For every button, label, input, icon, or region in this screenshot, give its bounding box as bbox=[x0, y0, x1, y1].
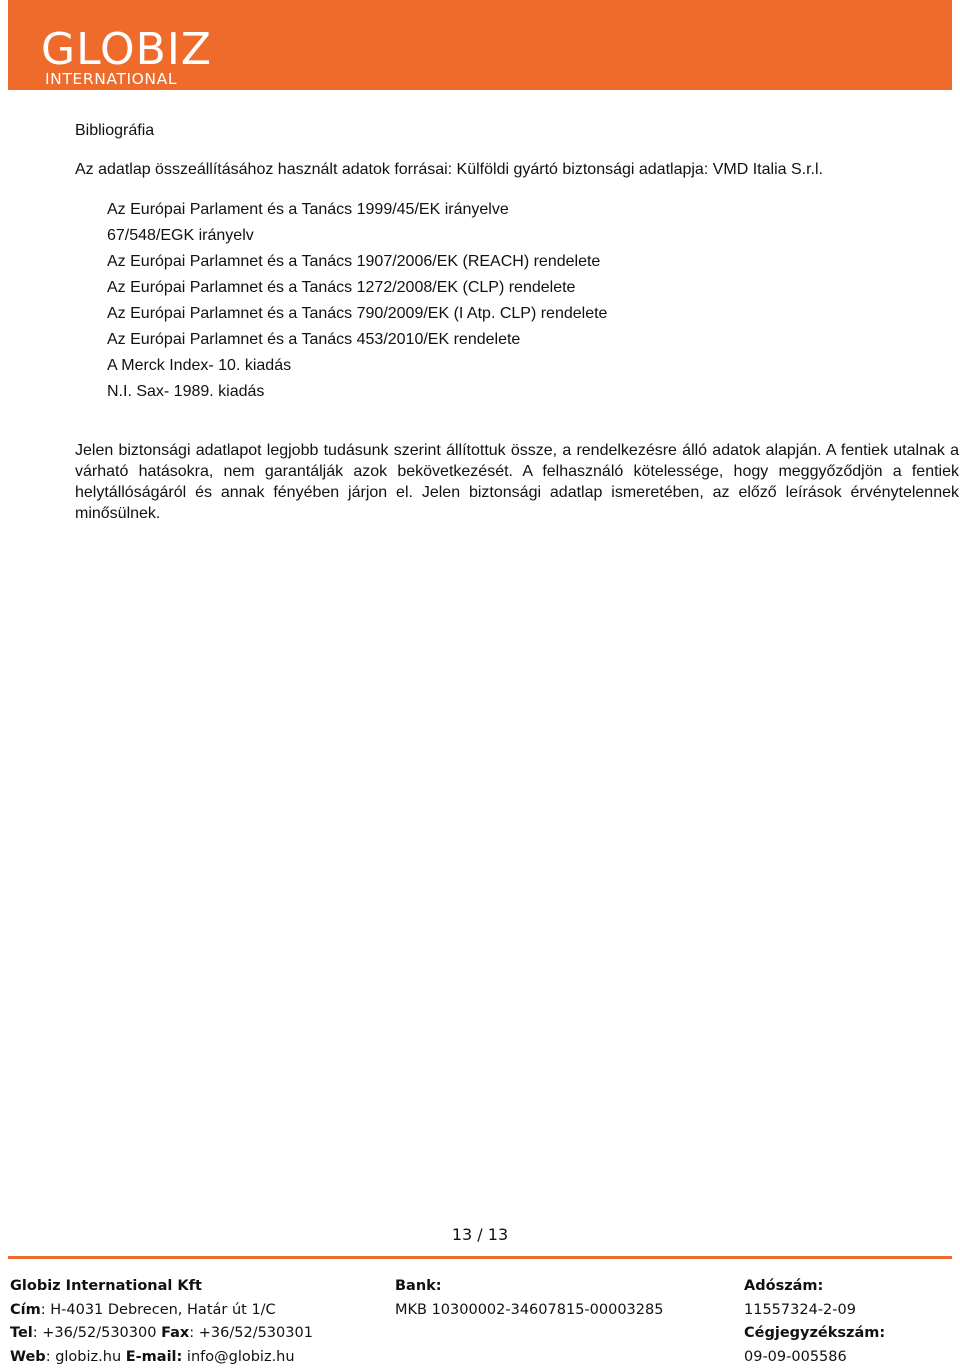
logo-wordmark: GLOBIZ bbox=[41, 24, 212, 75]
address-value: : H-4031 Debrecen, Határ út 1/C bbox=[40, 1301, 276, 1318]
tel-value: : +36/52/530300 bbox=[32, 1325, 157, 1341]
company-name: Globiz International Kft bbox=[10, 1278, 202, 1294]
reference-item: 67/548/EGK irányelv bbox=[107, 227, 254, 244]
reference-item: Az Európai Parlamnet és a Tanács 1272/2008/EK (CLP) rendelete bbox=[107, 279, 576, 296]
bank-account: MKB 10300002-34607815-00003285 bbox=[395, 1301, 664, 1318]
footer-company-column bbox=[10, 1275, 313, 1369]
reference-item: Az Európai Parlamnet és a Tanács 1907/2006/EK (REACH) rendelete bbox=[107, 253, 601, 270]
registry-label: Cégjegyzékszám: bbox=[744, 1325, 886, 1341]
bank-label: Bank: bbox=[395, 1278, 442, 1294]
reference-list bbox=[107, 200, 607, 408]
sources-line: Az adatlap összeállításához használt adatok forrásai: Külföldi gyártó biztonsági adatlapja: VMD Italia S.r.l. bbox=[75, 161, 823, 178]
footer-bank-column bbox=[395, 1275, 663, 1322]
email-link[interactable]: info@globiz.hu bbox=[182, 1348, 295, 1365]
email-label: E-mail: bbox=[125, 1348, 183, 1365]
reference-item: A Merck Index- 10. kiadás bbox=[107, 357, 292, 374]
disclaimer-paragraph: Jelen biztonsági adatlapot legjobb tudásunk szerint állítottuk össze, a rendelkezésre álló adatok alapján. A fentiek utalnak a várható hatásokra, nem garantálják azok bekövetkezését. A felhasználó kötelessége, hogy meggyőződjön a fentiek helytállóságáról és annak fényében járjon el. Jelen biztonsági adatlap ismeretében, az előző leírások érvénytelennek minősülnek. bbox=[75, 442, 959, 522]
globiz-logo bbox=[41, 24, 212, 88]
reference-item: Az Európai Parlament és a Tanács 1999/45/EK irányelve bbox=[107, 201, 509, 218]
header-bar bbox=[8, 0, 952, 90]
tel-label: Tel bbox=[10, 1325, 33, 1341]
reference-item: N.I. Sax- 1989. kiadás bbox=[107, 383, 265, 400]
footer-registry-column bbox=[744, 1275, 885, 1369]
reference-item: Az Európai Parlamnet és a Tanács 453/2010/EK rendelete bbox=[107, 331, 521, 348]
tax-label: Adószám: bbox=[744, 1278, 824, 1294]
footer-divider bbox=[8, 1256, 952, 1259]
web-label: Web bbox=[10, 1348, 46, 1365]
logo-subtitle: INTERNATIONAL bbox=[45, 70, 178, 88]
section-title: Bibliográfia bbox=[75, 122, 155, 139]
fax-label: Fax bbox=[161, 1325, 190, 1341]
tax-number: 11557324-2-09 bbox=[744, 1301, 856, 1318]
address-label: Cím bbox=[10, 1301, 41, 1318]
web-link[interactable]: : globiz.hu bbox=[45, 1348, 122, 1365]
page-number: 13 / 13 bbox=[451, 1225, 509, 1244]
registry-number: 09-09-005586 bbox=[744, 1348, 847, 1365]
reference-item: Az Európai Parlamnet és a Tanács 790/2009/EK (I Atp. CLP) rendelete bbox=[107, 305, 608, 322]
fax-value: : +36/52/530301 bbox=[189, 1325, 313, 1341]
